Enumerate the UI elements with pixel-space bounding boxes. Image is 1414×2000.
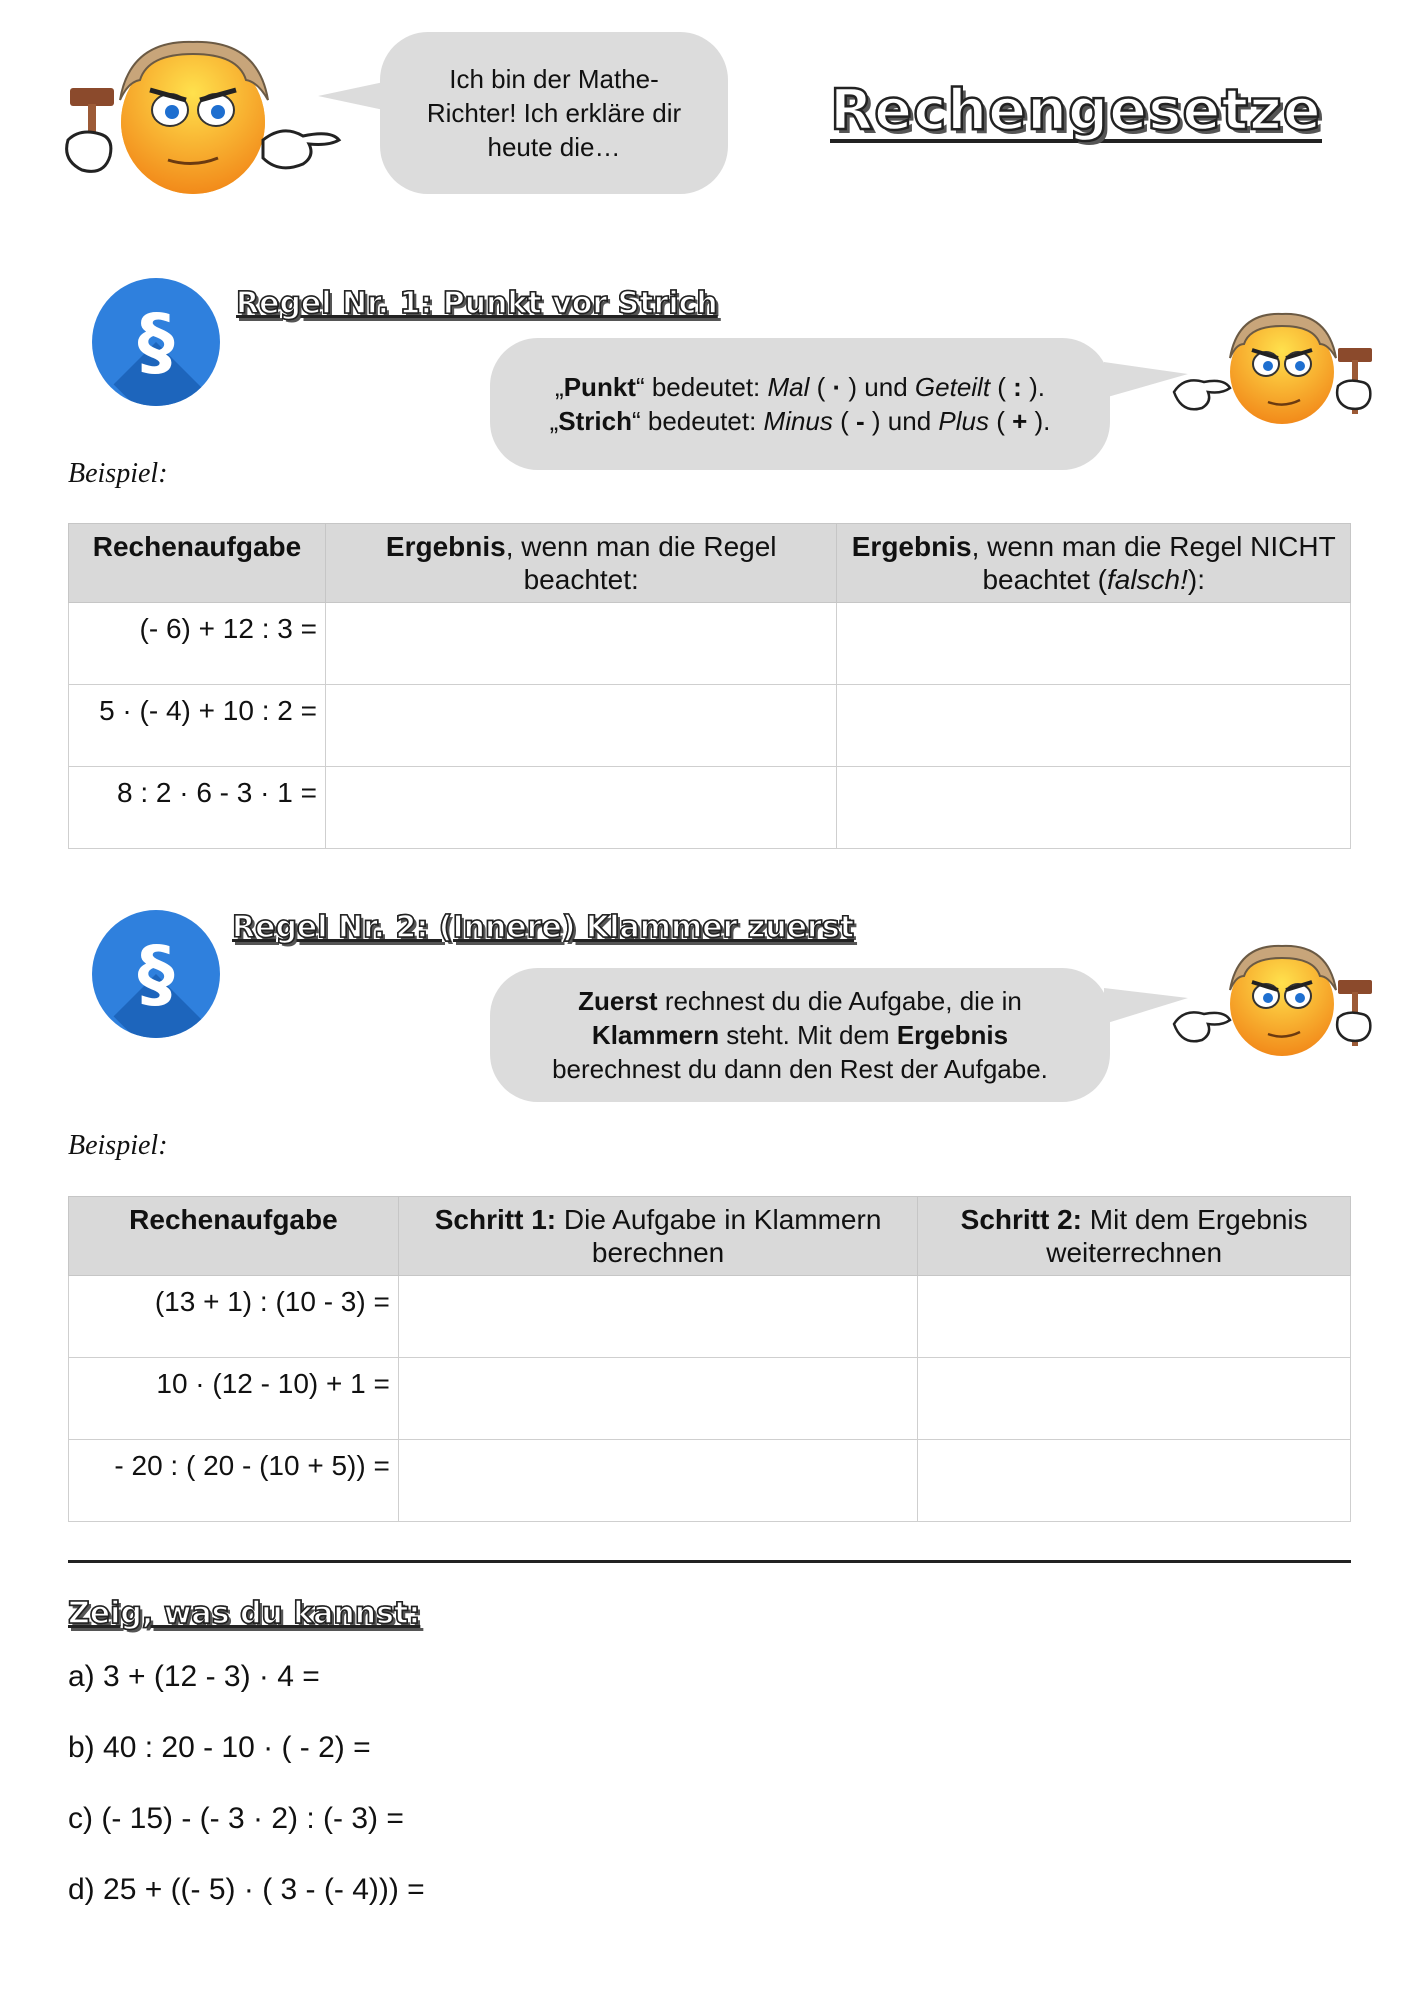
answer-cell[interactable] bbox=[398, 1276, 917, 1358]
rule2-task-1: (13 + 1) : (10 - 3) = bbox=[69, 1276, 399, 1358]
practice-item-d: d) 25 + ((- 5) · ( 3 - (- 4))) = bbox=[68, 1873, 425, 1906]
rule2-line-2: Klammern steht. Mit dem Ergebnis bbox=[591, 1020, 1009, 1050]
table-header-row bbox=[69, 1197, 1351, 1276]
page-title bbox=[830, 78, 1322, 143]
table-row bbox=[69, 603, 1351, 685]
rule2-line-3: berechnest du dann den Rest der Aufgabe. bbox=[552, 1054, 1048, 1084]
rule2-title: Regel Nr. 2: (Innere) Klammer zuerst bbox=[232, 910, 855, 945]
intro-line-3: heute die… bbox=[487, 132, 621, 162]
intro-line-2: Richter! Ich erkläre dir bbox=[426, 98, 682, 128]
answer-cell[interactable] bbox=[918, 1276, 1351, 1358]
rule2-header-task: Rechenaufgabe bbox=[69, 1197, 399, 1276]
rule2-header-step2: Schritt 2: Mit dem Ergebnis weiterrechnen bbox=[918, 1197, 1351, 1276]
rule1-header-task: Rechenaufgabe bbox=[69, 524, 326, 603]
paragraph-icon-rule1: § bbox=[92, 278, 220, 406]
answer-cell[interactable] bbox=[837, 767, 1351, 849]
answer-cell[interactable] bbox=[398, 1358, 917, 1440]
table-row bbox=[69, 1440, 1351, 1522]
table-row bbox=[69, 1358, 1351, 1440]
answer-cell[interactable] bbox=[325, 767, 837, 849]
practice-title: Zeig, was du kannst: bbox=[68, 1596, 421, 1631]
rule1-task-1: (- 6) + 12 : 3 = bbox=[69, 603, 326, 685]
judge-emoji-icon bbox=[58, 30, 358, 200]
table-header-row bbox=[69, 524, 1351, 603]
intro-speech-bubble bbox=[380, 32, 728, 194]
rule1-task-3: 8 : 2 · 6 - 3 · 1 = bbox=[69, 767, 326, 849]
rule2-table bbox=[68, 1196, 1351, 1522]
answer-cell[interactable] bbox=[837, 603, 1351, 685]
rule2-line-1: Zuerst rechnest du die Aufgabe, die in bbox=[578, 986, 1022, 1016]
table-row bbox=[69, 685, 1351, 767]
answer-cell[interactable] bbox=[325, 685, 837, 767]
rule1-line-strich: „Strich“ bedeutet: Minus ( - ) und Plus ( + ). bbox=[549, 406, 1051, 436]
table-row bbox=[69, 1276, 1351, 1358]
rule1-line-punkt: „Punkt“ bedeutet: Mal ( · ) und Geteilt ( : ). bbox=[555, 372, 1045, 402]
rule1-speech-bubble bbox=[490, 338, 1110, 470]
answer-cell[interactable] bbox=[398, 1440, 917, 1522]
rule2-speech-bubble bbox=[490, 968, 1110, 1102]
rule1-table bbox=[68, 523, 1351, 849]
rule2-example-label: Beispiel: bbox=[68, 1130, 168, 1161]
rule2-task-2: 10 · (12 - 10) + 1 = bbox=[69, 1358, 399, 1440]
rule2-task-3: - 20 : ( 20 - (10 + 5)) = bbox=[69, 1440, 399, 1522]
paragraph-icon-rule2: § bbox=[92, 910, 220, 1038]
practice-item-b: b) 40 : 20 - 10 · ( - 2) = bbox=[68, 1731, 371, 1764]
practice-item-c: c) (- 15) - (- 3 · 2) : (- 3) = bbox=[68, 1802, 404, 1835]
rule1-example-label: Beispiel: bbox=[68, 458, 168, 489]
rule1-header-wrong: Ergebnis, wenn man die Regel NICHT beachtet (falsch!): bbox=[837, 524, 1351, 603]
rule1-header-correct: Ergebnis, wenn man die Regel beachtet: bbox=[325, 524, 837, 603]
rule1-title: Regel Nr. 1: Punkt vor Strich bbox=[236, 286, 718, 321]
practice-item-a: a) 3 + (12 - 3) · 4 = bbox=[68, 1660, 320, 1693]
page-title-text: Rechengesetze bbox=[830, 78, 1322, 143]
rule1-task-2: 5 · (- 4) + 10 : 2 = bbox=[69, 685, 326, 767]
table-row bbox=[69, 767, 1351, 849]
judge-emoji-icon bbox=[1170, 308, 1385, 428]
answer-cell[interactable] bbox=[918, 1358, 1351, 1440]
answer-cell[interactable] bbox=[325, 603, 837, 685]
judge-emoji-icon bbox=[1170, 940, 1385, 1060]
answer-cell[interactable] bbox=[837, 685, 1351, 767]
section-divider bbox=[68, 1560, 1351, 1563]
rule2-header-step1: Schritt 1: Die Aufgabe in Klammern berechnen bbox=[398, 1197, 917, 1276]
intro-line-1: Ich bin der Mathe- bbox=[449, 64, 659, 94]
answer-cell[interactable] bbox=[918, 1440, 1351, 1522]
